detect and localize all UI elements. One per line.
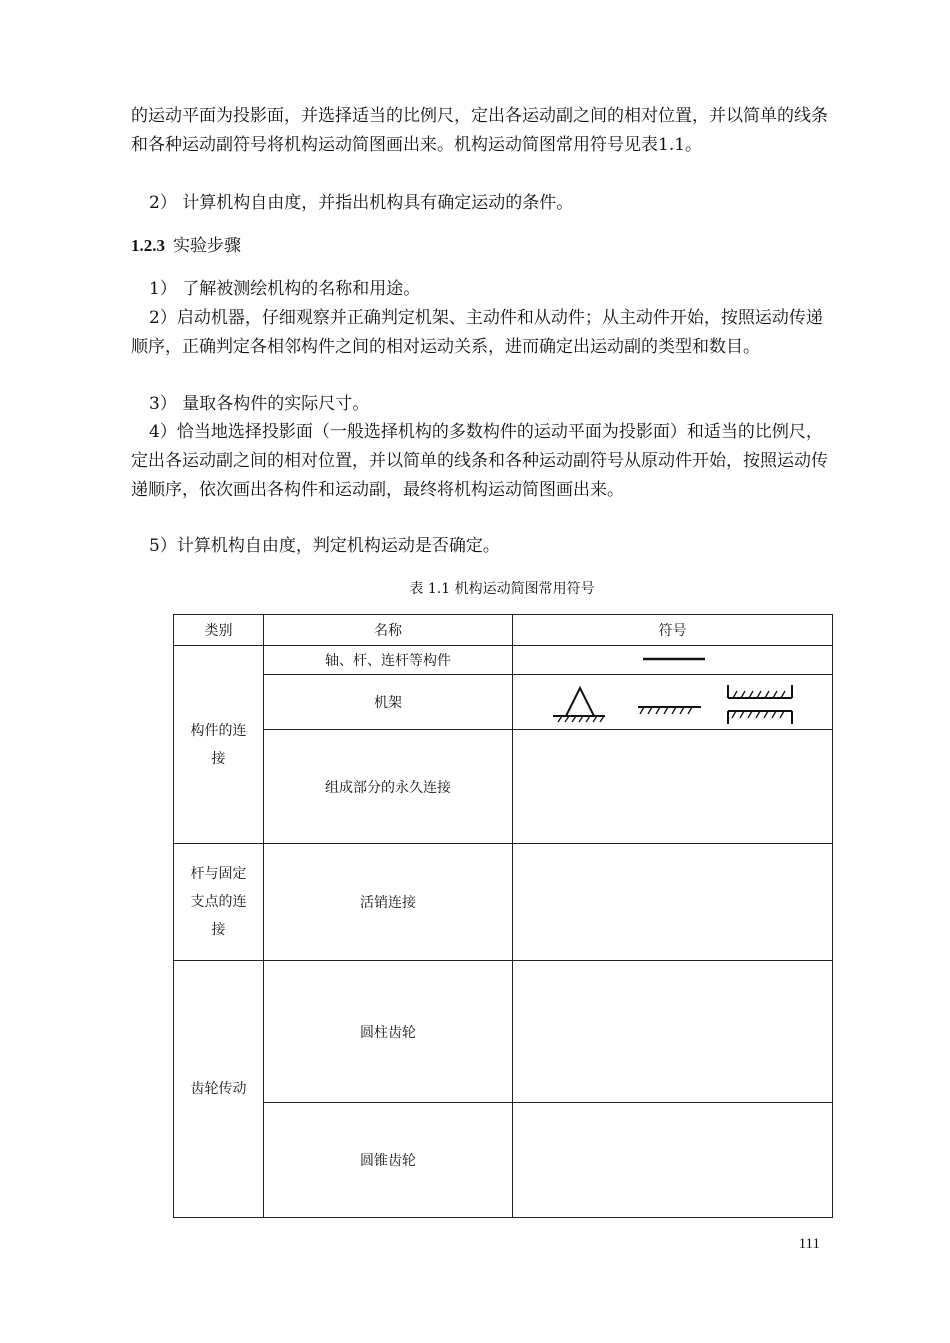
step-1: 1） 了解被测绘机构的名称和用途。 <box>149 279 421 299</box>
category-cell: 杆与固定 支点的连 接 <box>174 844 264 961</box>
table-row <box>174 844 833 961</box>
table-row <box>174 1103 833 1218</box>
section-heading <box>131 231 241 261</box>
symbol-cell <box>513 675 833 730</box>
step-2: 2）启动机器，仔细观察并正确判定机架、主动件和从动件；从主动件开始，按照运动传递顺序，正确判定各相邻构件之间的相对运动关系，进而确定出运动副的类型和数目。 <box>131 308 823 357</box>
step-4: 4）恰当地选择投影面（一般选择机构的多数构件的运动平面为投影面）和适当的比例尺，定出各运动副之间的相对位置，并以简单的线条和各种运动副符号从原动件开始，按照运动传递顺序，依次画出各构件和运动副，最终将机构运动简图画出来。 <box>131 422 828 500</box>
symbol-cell <box>513 730 833 844</box>
frame-symbol <box>513 676 832 729</box>
category-cell: 构件的连 接 <box>174 646 264 844</box>
name-cell: 圆锥齿轮 <box>264 1103 513 1218</box>
paragraph-continued: 的运动平面为投影面，并选择适当的比例尺，定出各运动副之间的相对位置，并以简单的线条和各种运动副符号将机构运动简图画出来。机构运动简图常用符号见表1.1。 <box>131 106 828 155</box>
step-5: 5）计算机构自由度，判定机构运动是否确定。 <box>149 536 500 556</box>
table-row <box>174 961 833 1103</box>
table-caption: 表 1.1 机构运动简图常用符号 <box>409 581 595 597</box>
step-3: 3） 量取各构件的实际尺寸。 <box>149 394 370 414</box>
link-member-symbol <box>513 647 832 674</box>
symbol-cell <box>513 1103 833 1218</box>
name-cell: 机架 <box>264 675 513 730</box>
section-title: 实验步骤 <box>173 236 241 256</box>
name-cell: 轴、杆、连杆等构件 <box>264 646 513 675</box>
symbol-cell <box>513 961 833 1103</box>
section-number: 1.2.3 <box>131 236 165 255</box>
table-row <box>174 730 833 844</box>
table-row <box>174 646 833 675</box>
page-number: 111 <box>798 1236 820 1252</box>
table-header-row <box>174 615 833 646</box>
name-cell: 活销连接 <box>264 844 513 961</box>
header-category: 类别 <box>174 615 264 646</box>
symbol-table <box>173 614 833 1218</box>
name-cell: 圆柱齿轮 <box>264 961 513 1103</box>
symbol-cell <box>513 844 833 961</box>
header-name: 名称 <box>264 615 513 646</box>
symbol-cell <box>513 646 833 675</box>
header-symbol: 符号 <box>513 615 833 646</box>
paragraph-item-2: 2） 计算机构自由度，并指出机构具有确定运动的条件。 <box>149 193 574 213</box>
category-cell: 齿轮传动 <box>174 961 264 1218</box>
name-cell: 组成部分的永久连接 <box>264 730 513 844</box>
table-row <box>174 675 833 730</box>
